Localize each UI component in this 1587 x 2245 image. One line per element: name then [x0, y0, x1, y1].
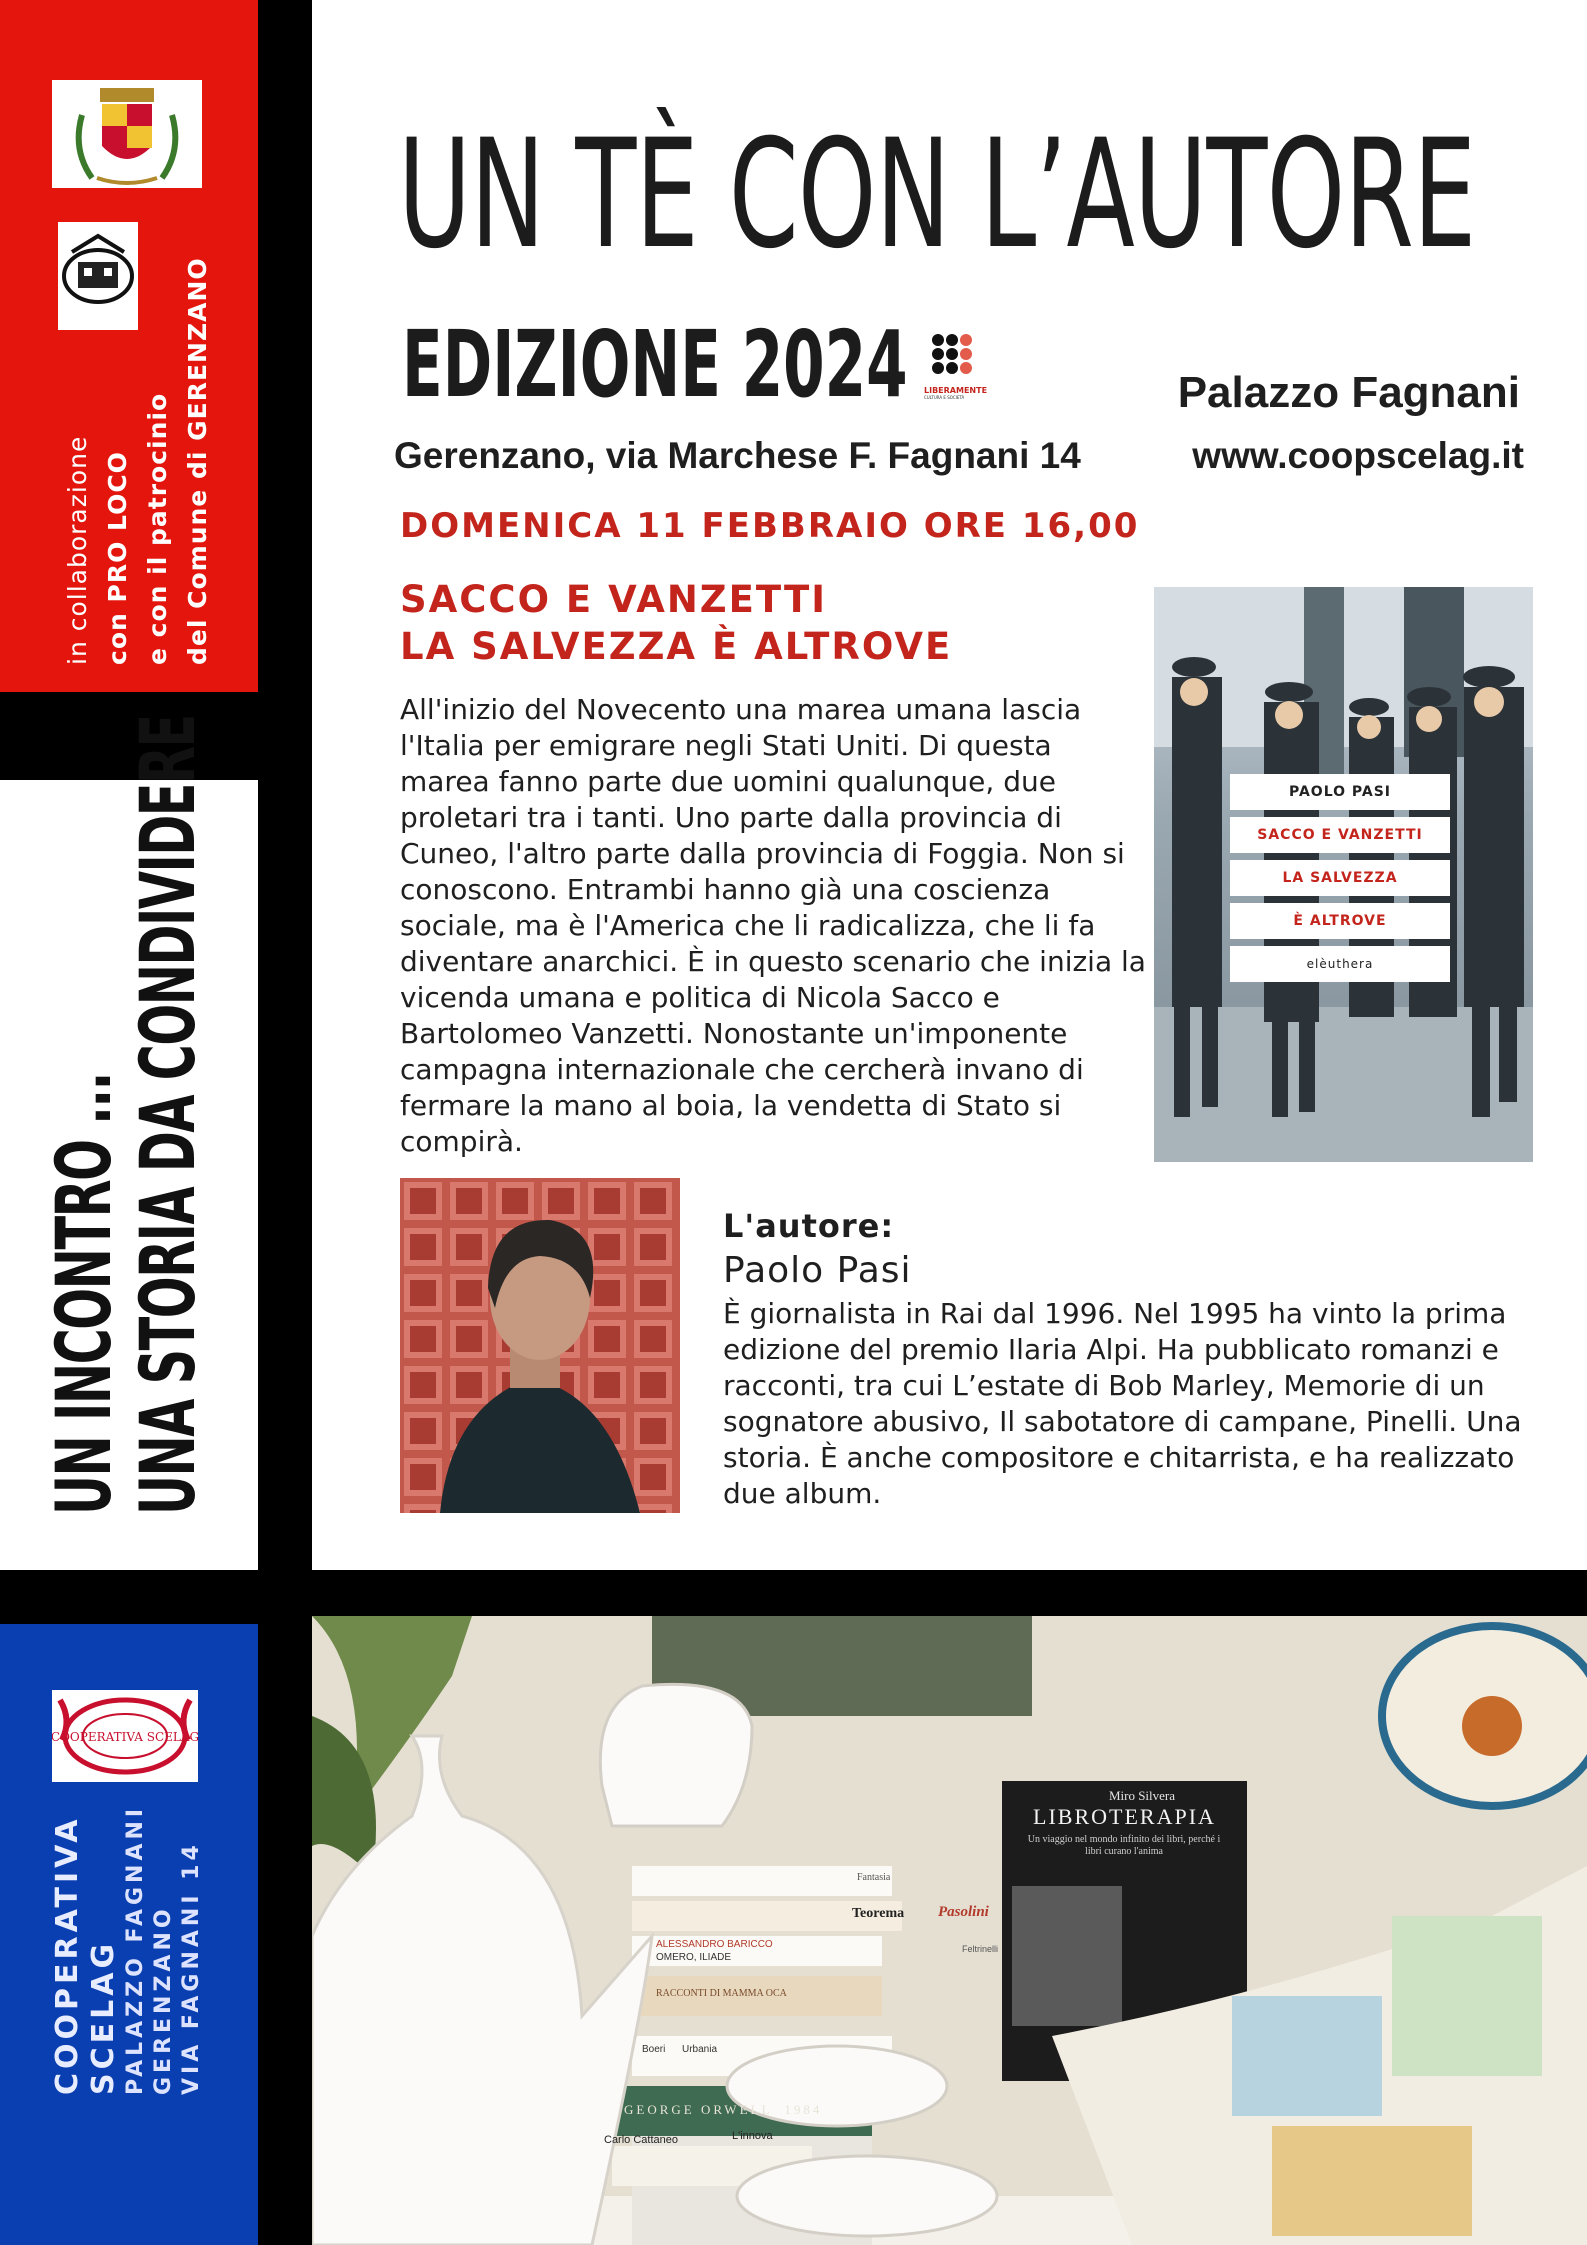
coop-line-2: SCELAG [86, 1939, 121, 2095]
libroterapia-title: LIBROTERAPIA [1033, 1804, 1216, 1829]
slogan [39, 715, 212, 1515]
credits-line-2: con PRO LOCO [103, 451, 132, 665]
still-life-photo [312, 1616, 1587, 2245]
cover-title-1: SACCO E VANZETTI [1230, 817, 1450, 853]
author-photo [400, 1178, 680, 1513]
book-cover-image [1154, 587, 1533, 1162]
cover-title-2: LA SALVEZZA [1230, 860, 1450, 896]
slogan-line-2: UNA STORIA DA CONDIVIDERE [123, 715, 212, 1515]
liberamente-label: LIBERAMENTE [924, 386, 988, 395]
edition-label: EDIZIONE 2024 [402, 311, 908, 418]
cover-publisher: elèuthera [1230, 946, 1450, 982]
coop-line-5: VIA FAGNANI 14 [179, 1841, 204, 2095]
venue-name: Palazzo Fagnani [1177, 368, 1520, 417]
book-spine-7b: L'innova [732, 2130, 773, 2142]
book-description: All'inizio del Novecento una marea umana lascia l'Italia per emigrare negli Stati Uniti. Di questa marea fanno parte due uomini qualunque, due proletari tra i tanti. Uno parte dalla provincia di Cuneo, l'altro parte dalla provincia di Foggia. Non si conoscono. Entrambi hanno già una coscienza sociale, ma è l'America che li radicalizza, che li fa diventare anarchici. È in questo scenario che inizia la vicenda umana e politica di Nicola Sacco e Bartolomeo Vanzetti. Nonostante un'imponente campagna internazionale che cercherà invano di fermare la mano al boia, la vendetta di Stato si compirà. [400, 693, 1146, 1158]
author-bio: È giornalista in Rai dal 1996. Nel 1995 ha vinto la prima edizione del premio Ilaria Alpi. Ha pubblicato romanzi e racconti, tra cui L’estate di Bob Marley, Memorie di un sognatore abusivo, Il sabotatore di campane, Pinelli. Una storia. È anche compositore e chitarrista, e ha realizzato due album. [723, 1297, 1522, 1510]
cooperative-address [50, 1635, 206, 2095]
book-spine-5b: Urbania [682, 2044, 718, 2055]
liberamente-sub: CULTURA E SOCIETÀ [924, 395, 965, 400]
book-spine-5a: Boeri [642, 2044, 666, 2055]
website-link[interactable]: www.coopscelag.it [1192, 435, 1524, 476]
book-spine-3b: OMERO, ILIADE [656, 1952, 732, 1963]
book-spine-3a: ALESSANDRO BARICCO [656, 1939, 773, 1950]
collaboration-credits [58, 45, 218, 665]
cover-author: PAOLO PASI [1230, 774, 1450, 810]
book-spine-2a: Teorema [852, 1906, 905, 1921]
coop-line-4: GERENZANO [151, 1905, 176, 2095]
credits-line-3: e con il patrocinio [143, 392, 172, 665]
book-spine-6: GEORGE ORWELL 1984 [624, 2102, 823, 2117]
libroterapia-author: Miro Silvera [1108, 1788, 1176, 1803]
book-spine-2b: Pasolini [938, 1904, 989, 1920]
event-date: DOMENICA 11 FEBBRAIO ORE 16,00 [400, 506, 1140, 546]
author-name: Paolo Pasi [723, 1250, 912, 1291]
coop-line-1: COOPERATIVA [50, 1815, 85, 2095]
slogan-line-1: UN INCONTRO ... [39, 1073, 128, 1515]
book-spine-4: RACCONTI DI MAMMA OCA [656, 1988, 787, 1999]
credits-line-1: in collaborazione [63, 435, 92, 665]
author-heading: L'autore: [723, 1207, 895, 1245]
coop-line-3: PALAZZO FAGNANI [123, 1804, 148, 2095]
page-title: UN TÈ CON L’AUTORE [398, 108, 1476, 282]
book-spine-7a: Carlo Cattaneo [604, 2134, 678, 2146]
book-title-line-2: LA SALVEZZA È ALTROVE [400, 625, 953, 668]
horizontal-divider [258, 1570, 1587, 1616]
cover-title-3: È ALTROVE [1230, 903, 1450, 939]
venue-address: Gerenzano, via Marchese F. Fagnani 14 [394, 435, 1081, 476]
book-spine-3c: Feltrinelli [962, 1944, 999, 1954]
book-title-line-1: SACCO E VANZETTI [400, 578, 828, 621]
liberamente-logo [924, 330, 992, 404]
credits-line-4: del Comune di GERENZANO [183, 257, 212, 665]
coop-seal-text: COOPERATIVA SCELAG [52, 1730, 198, 1744]
book-spine-1: Fantasia [857, 1872, 891, 1883]
libroterapia-subtitle: Un viaggio nel mondo infinito dei libri, perché i libri curano l'anima [1027, 1834, 1221, 1857]
